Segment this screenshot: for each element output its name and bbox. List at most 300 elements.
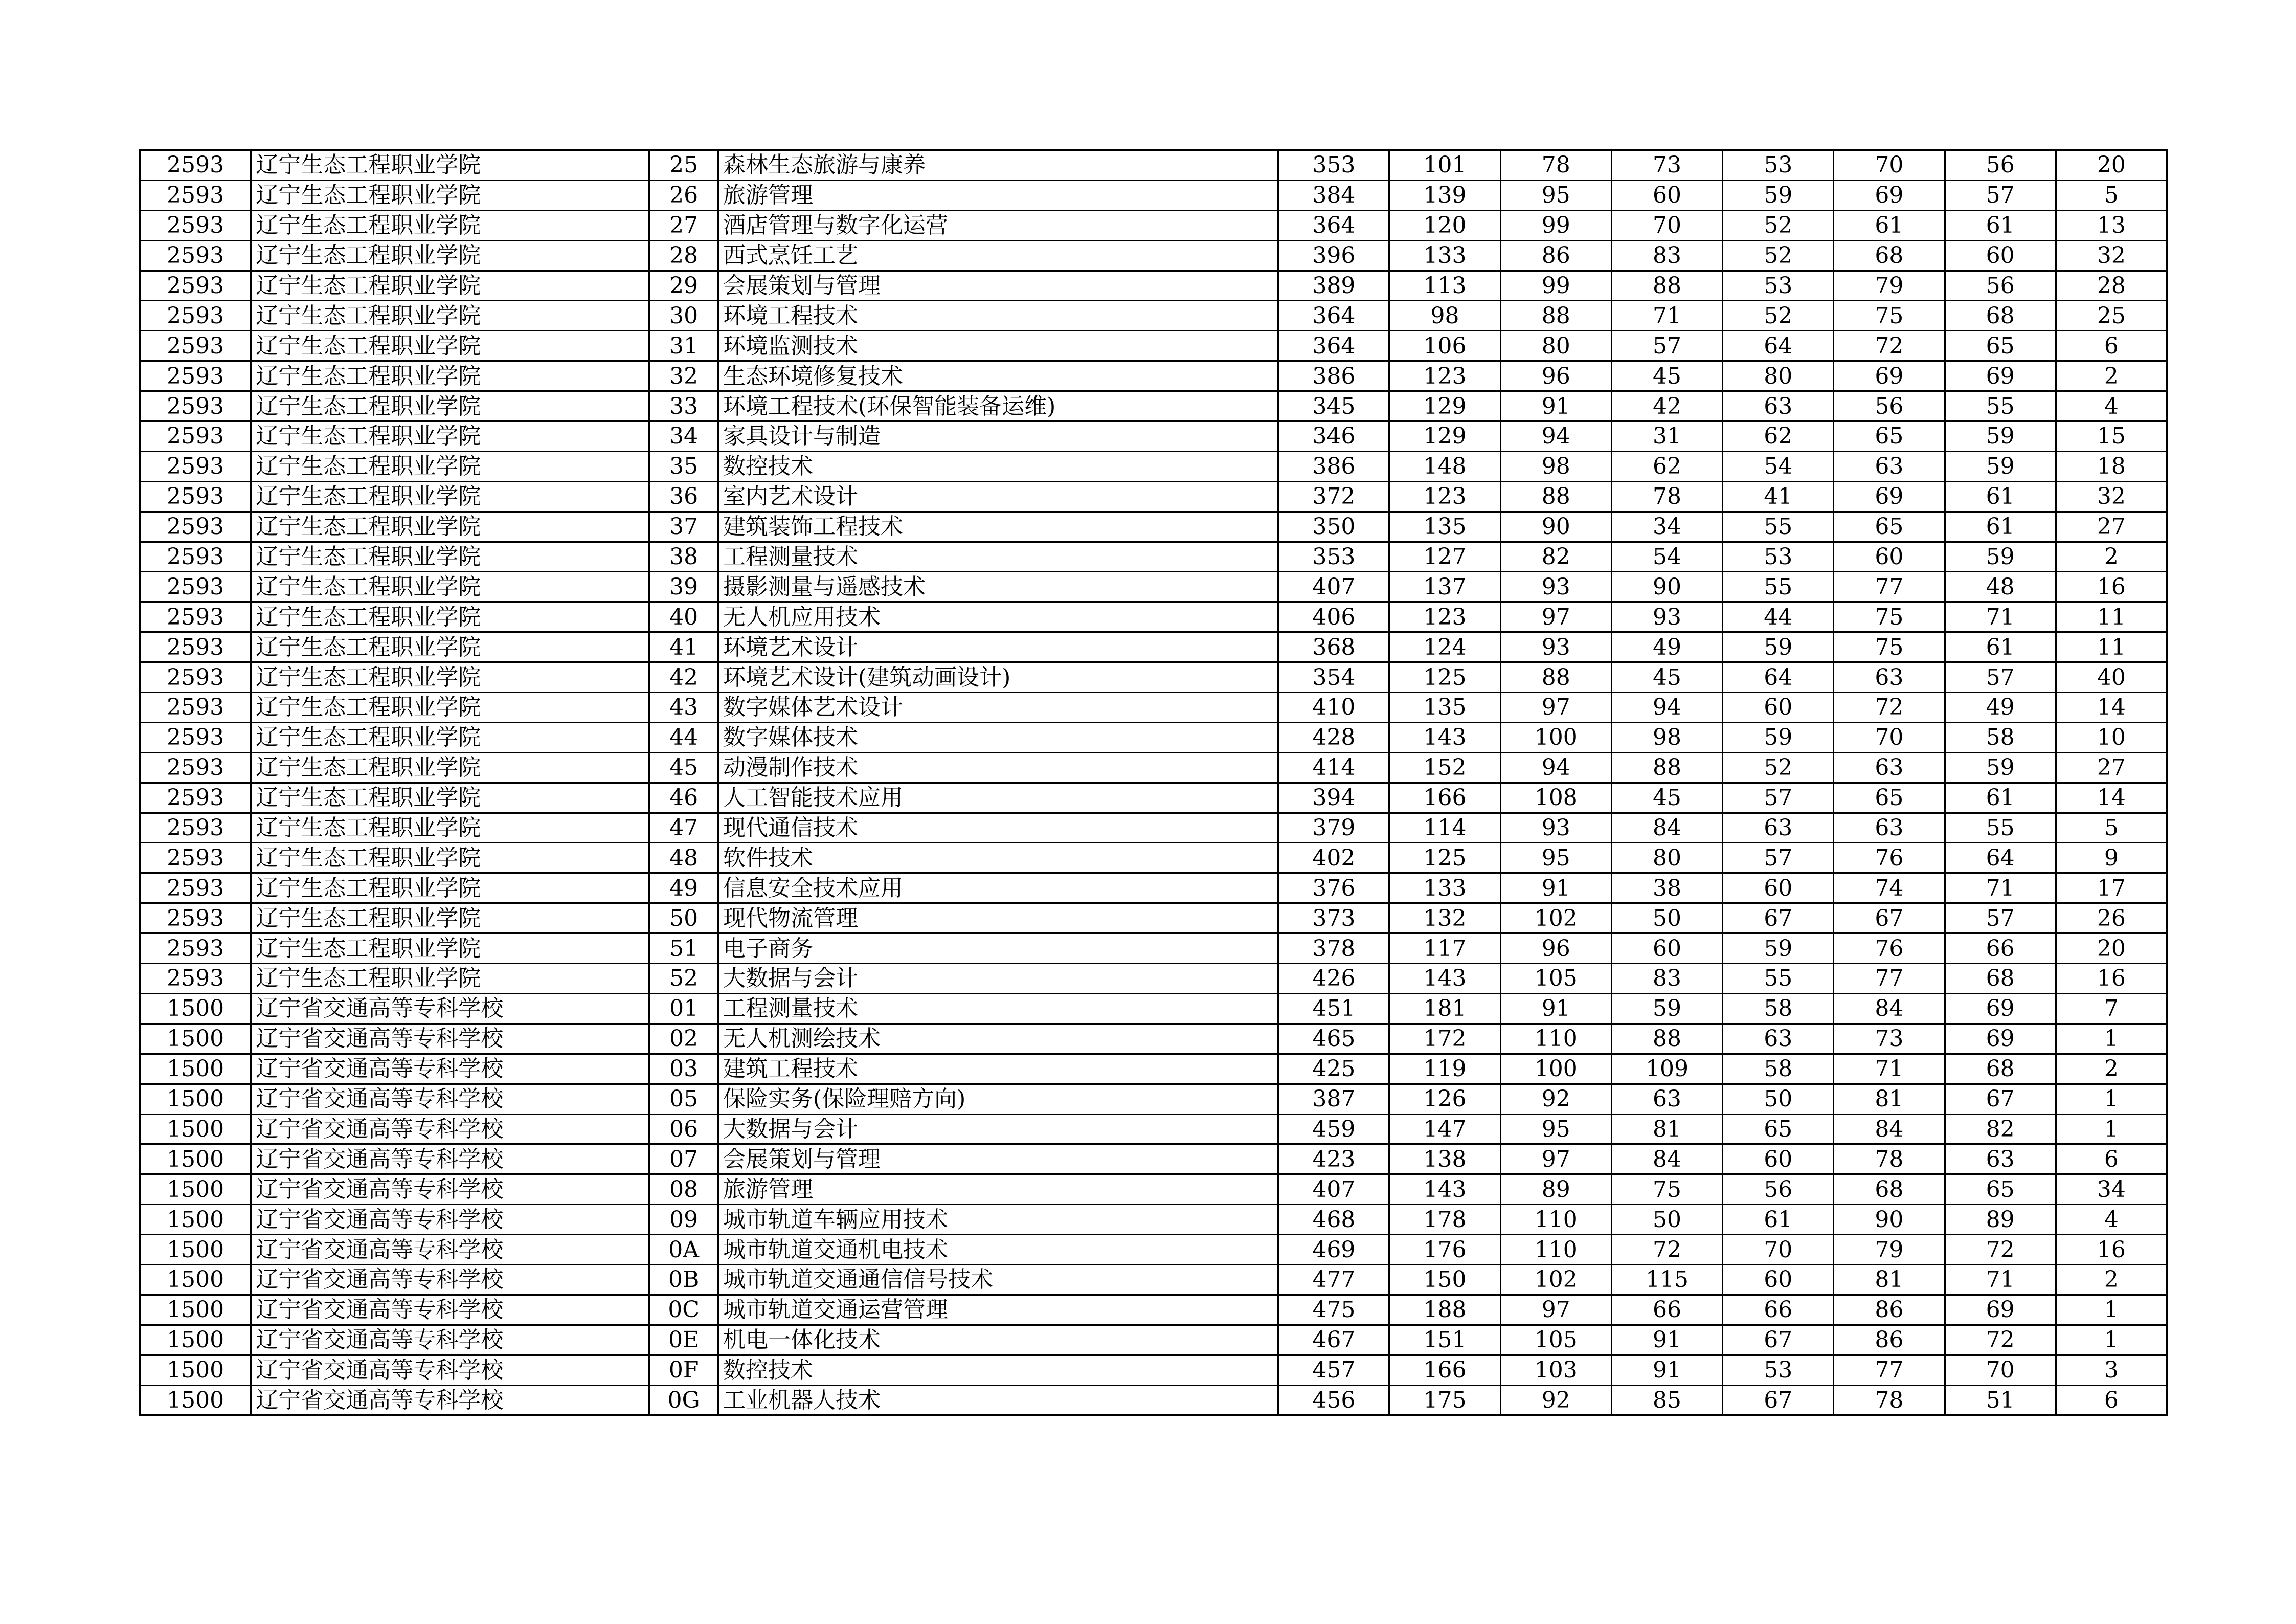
school-name-cell: 辽宁生态工程职业学院	[251, 903, 649, 933]
major-name-cell: 家具设计与制造	[718, 421, 1278, 452]
score-cell-1: 451	[1278, 993, 1389, 1024]
major-name-cell: 城市轨道交通通信信号技术	[718, 1264, 1278, 1295]
score-cell-6: 79	[1834, 1235, 1945, 1265]
score-cell-7: 58	[1945, 722, 2056, 752]
score-cell-6: 72	[1834, 331, 1945, 361]
score-cell-7: 89	[1945, 1205, 2056, 1235]
score-cell-8: 25	[2056, 301, 2167, 331]
score-cell-2: 143	[1389, 964, 1500, 994]
score-cell-6: 71	[1834, 1054, 1945, 1084]
score-cell-4: 88	[1611, 271, 1722, 301]
score-cell-5: 50	[1723, 1084, 1834, 1114]
score-cell-2: 148	[1389, 451, 1500, 481]
score-cell-6: 86	[1834, 1325, 1945, 1355]
score-cell-6: 77	[1834, 572, 1945, 602]
major-name-cell: 工程测量技术	[718, 993, 1278, 1024]
major-name-cell: 会展策划与管理	[718, 271, 1278, 301]
score-cell-4: 34	[1611, 511, 1722, 542]
major-code-cell: 35	[649, 451, 718, 481]
major-code-cell: 39	[649, 572, 718, 602]
table-row	[140, 451, 2167, 481]
school-code-cell: 2593	[140, 783, 251, 813]
school-code-cell: 2593	[140, 752, 251, 783]
score-cell-8: 5	[2056, 180, 2167, 210]
major-name-cell: 西式烹饪工艺	[718, 240, 1278, 271]
major-name-cell: 室内艺术设计	[718, 481, 1278, 511]
score-cell-6: 75	[1834, 602, 1945, 632]
score-cell-4: 66	[1611, 1295, 1722, 1325]
score-cell-7: 61	[1945, 210, 2056, 240]
score-cell-1: 384	[1278, 180, 1389, 210]
score-cell-7: 55	[1945, 813, 2056, 843]
major-code-cell: 0G	[649, 1385, 718, 1415]
score-cell-8: 20	[2056, 933, 2167, 964]
table-row	[140, 511, 2167, 542]
major-code-cell: 31	[649, 331, 718, 361]
score-cell-7: 48	[1945, 572, 2056, 602]
score-cell-4: 88	[1611, 752, 1722, 783]
table-row	[140, 993, 2167, 1024]
score-cell-1: 468	[1278, 1205, 1389, 1235]
school-code-cell: 2593	[140, 602, 251, 632]
score-cell-4: 80	[1611, 843, 1722, 873]
school-code-cell: 2593	[140, 662, 251, 693]
score-cell-8: 16	[2056, 964, 2167, 994]
table-row	[140, 481, 2167, 511]
score-cell-2: 129	[1389, 391, 1500, 421]
school-code-cell: 2593	[140, 180, 251, 210]
score-cell-4: 42	[1611, 391, 1722, 421]
major-name-cell: 建筑装饰工程技术	[718, 511, 1278, 542]
table-row	[140, 843, 2167, 873]
major-code-cell: 27	[649, 210, 718, 240]
score-cell-3: 93	[1500, 813, 1611, 843]
score-cell-1: 456	[1278, 1385, 1389, 1415]
major-code-cell: 05	[649, 1084, 718, 1114]
score-cell-2: 127	[1389, 542, 1500, 572]
school-name-cell: 辽宁省交通高等专科学校	[251, 1054, 649, 1084]
score-cell-1: 373	[1278, 903, 1389, 933]
table-row	[140, 1054, 2167, 1084]
score-cell-1: 423	[1278, 1144, 1389, 1174]
school-code-cell: 2593	[140, 964, 251, 994]
score-cell-4: 54	[1611, 542, 1722, 572]
score-cell-3: 102	[1500, 1264, 1611, 1295]
score-cell-6: 68	[1834, 240, 1945, 271]
score-cell-5: 53	[1723, 1355, 1834, 1385]
score-cell-4: 83	[1611, 964, 1722, 994]
table-row	[140, 542, 2167, 572]
school-name-cell: 辽宁省交通高等专科学校	[251, 1144, 649, 1174]
major-code-cell: 34	[649, 421, 718, 452]
score-cell-1: 459	[1278, 1114, 1389, 1144]
score-cell-1: 345	[1278, 391, 1389, 421]
major-name-cell: 环境工程技术(环保智能装备运维)	[718, 391, 1278, 421]
school-code-cell: 2593	[140, 542, 251, 572]
score-cell-8: 6	[2056, 1144, 2167, 1174]
table-row	[140, 1235, 2167, 1265]
score-cell-2: 101	[1389, 150, 1500, 181]
school-name-cell: 辽宁生态工程职业学院	[251, 301, 649, 331]
school-code-cell: 1500	[140, 1264, 251, 1295]
school-name-cell: 辽宁生态工程职业学院	[251, 391, 649, 421]
school-code-cell: 1500	[140, 993, 251, 1024]
score-cell-7: 69	[1945, 1295, 2056, 1325]
score-cell-2: 125	[1389, 662, 1500, 693]
major-code-cell: 45	[649, 752, 718, 783]
score-cell-1: 410	[1278, 693, 1389, 723]
score-cell-3: 95	[1500, 1114, 1611, 1144]
score-cell-4: 85	[1611, 1385, 1722, 1415]
score-cell-5: 66	[1723, 1295, 1834, 1325]
school-name-cell: 辽宁省交通高等专科学校	[251, 1295, 649, 1325]
score-cell-6: 77	[1834, 964, 1945, 994]
score-cell-8: 6	[2056, 1385, 2167, 1415]
score-cell-7: 59	[1945, 421, 2056, 452]
score-cell-8: 13	[2056, 210, 2167, 240]
score-cell-7: 61	[1945, 481, 2056, 511]
score-cell-4: 90	[1611, 572, 1722, 602]
score-cell-8: 4	[2056, 1205, 2167, 1235]
score-cell-2: 151	[1389, 1325, 1500, 1355]
score-cell-7: 63	[1945, 1144, 2056, 1174]
school-name-cell: 辽宁生态工程职业学院	[251, 752, 649, 783]
score-cell-1: 378	[1278, 933, 1389, 964]
score-cell-4: 60	[1611, 180, 1722, 210]
score-cell-8: 1	[2056, 1084, 2167, 1114]
score-cell-1: 414	[1278, 752, 1389, 783]
major-code-cell: 01	[649, 993, 718, 1024]
score-cell-5: 63	[1723, 391, 1834, 421]
score-cell-5: 59	[1723, 933, 1834, 964]
score-cell-4: 91	[1611, 1325, 1722, 1355]
major-code-cell: 44	[649, 722, 718, 752]
score-cell-6: 68	[1834, 1174, 1945, 1205]
school-code-cell: 2593	[140, 693, 251, 723]
score-cell-1: 457	[1278, 1355, 1389, 1385]
score-cell-8: 14	[2056, 693, 2167, 723]
score-cell-1: 364	[1278, 331, 1389, 361]
score-cell-1: 389	[1278, 271, 1389, 301]
score-cell-3: 99	[1500, 271, 1611, 301]
score-cell-1: 386	[1278, 451, 1389, 481]
major-code-cell: 37	[649, 511, 718, 542]
score-cell-4: 109	[1611, 1054, 1722, 1084]
score-cell-5: 67	[1723, 903, 1834, 933]
score-cell-6: 75	[1834, 632, 1945, 662]
score-cell-8: 3	[2056, 1355, 2167, 1385]
score-cell-5: 64	[1723, 662, 1834, 693]
score-cell-6: 81	[1834, 1084, 1945, 1114]
score-cell-8: 1	[2056, 1114, 2167, 1144]
major-name-cell: 摄影测量与遥感技术	[718, 572, 1278, 602]
score-cell-3: 110	[1500, 1205, 1611, 1235]
score-cell-3: 82	[1500, 542, 1611, 572]
score-cell-3: 90	[1500, 511, 1611, 542]
score-cell-3: 105	[1500, 964, 1611, 994]
score-cell-4: 45	[1611, 783, 1722, 813]
score-cell-6: 56	[1834, 391, 1945, 421]
score-cell-5: 59	[1723, 722, 1834, 752]
major-code-cell: 30	[649, 301, 718, 331]
school-name-cell: 辽宁省交通高等专科学校	[251, 993, 649, 1024]
score-cell-8: 26	[2056, 903, 2167, 933]
school-code-cell: 1500	[140, 1024, 251, 1054]
major-code-cell: 43	[649, 693, 718, 723]
score-cell-5: 52	[1723, 240, 1834, 271]
major-name-cell: 酒店管理与数字化运营	[718, 210, 1278, 240]
score-cell-1: 407	[1278, 1174, 1389, 1205]
score-cell-2: 188	[1389, 1295, 1500, 1325]
score-cell-7: 55	[1945, 391, 2056, 421]
score-cell-2: 119	[1389, 1054, 1500, 1084]
score-cell-2: 106	[1389, 331, 1500, 361]
table-row	[140, 1084, 2167, 1114]
major-code-cell: 09	[649, 1205, 718, 1235]
score-cell-3: 97	[1500, 1144, 1611, 1174]
score-cell-3: 95	[1500, 180, 1611, 210]
table-row	[140, 421, 2167, 452]
score-cell-7: 61	[1945, 783, 2056, 813]
score-cell-2: 135	[1389, 511, 1500, 542]
score-cell-2: 176	[1389, 1235, 1500, 1265]
major-code-cell: 33	[649, 391, 718, 421]
score-cell-5: 52	[1723, 210, 1834, 240]
score-cell-6: 76	[1834, 843, 1945, 873]
major-code-cell: 0F	[649, 1355, 718, 1385]
score-cell-8: 14	[2056, 783, 2167, 813]
score-cell-6: 78	[1834, 1385, 1945, 1415]
score-cell-3: 110	[1500, 1024, 1611, 1054]
score-cell-6: 76	[1834, 933, 1945, 964]
school-code-cell: 2593	[140, 361, 251, 391]
score-cell-2: 125	[1389, 843, 1500, 873]
score-cell-4: 63	[1611, 1084, 1722, 1114]
score-cell-5: 59	[1723, 180, 1834, 210]
major-code-cell: 51	[649, 933, 718, 964]
score-cell-8: 34	[2056, 1174, 2167, 1205]
table-row	[140, 964, 2167, 994]
score-cell-1: 364	[1278, 301, 1389, 331]
score-cell-3: 92	[1500, 1084, 1611, 1114]
school-code-cell: 2593	[140, 511, 251, 542]
school-code-cell: 2593	[140, 240, 251, 271]
score-cell-3: 93	[1500, 572, 1611, 602]
major-name-cell: 数字媒体技术	[718, 722, 1278, 752]
score-cell-6: 86	[1834, 1295, 1945, 1325]
score-cell-5: 80	[1723, 361, 1834, 391]
table-row	[140, 1264, 2167, 1295]
score-cell-7: 68	[1945, 1054, 2056, 1084]
score-cell-1: 354	[1278, 662, 1389, 693]
score-cell-8: 15	[2056, 421, 2167, 452]
score-cell-4: 72	[1611, 1235, 1722, 1265]
score-cell-8: 28	[2056, 271, 2167, 301]
school-code-cell: 2593	[140, 301, 251, 331]
score-cell-3: 91	[1500, 391, 1611, 421]
major-name-cell: 大数据与会计	[718, 964, 1278, 994]
score-cell-1: 425	[1278, 1054, 1389, 1084]
table-row	[140, 813, 2167, 843]
score-cell-3: 88	[1500, 481, 1611, 511]
school-name-cell: 辽宁生态工程职业学院	[251, 511, 649, 542]
school-code-cell: 2593	[140, 481, 251, 511]
table-row	[140, 391, 2167, 421]
score-cell-8: 27	[2056, 752, 2167, 783]
major-code-cell: 46	[649, 783, 718, 813]
score-cell-1: 477	[1278, 1264, 1389, 1295]
score-cell-5: 52	[1723, 752, 1834, 783]
table-row	[140, 1325, 2167, 1355]
score-cell-8: 18	[2056, 451, 2167, 481]
score-cell-8: 1	[2056, 1295, 2167, 1325]
table-row	[140, 1174, 2167, 1205]
major-name-cell: 大数据与会计	[718, 1114, 1278, 1144]
score-cell-2: 123	[1389, 361, 1500, 391]
score-cell-8: 2	[2056, 542, 2167, 572]
school-code-cell: 1500	[140, 1235, 251, 1265]
table-row	[140, 632, 2167, 662]
score-cell-6: 74	[1834, 873, 1945, 903]
score-cell-8: 4	[2056, 391, 2167, 421]
score-cell-5: 65	[1723, 1114, 1834, 1144]
score-cell-2: 138	[1389, 1144, 1500, 1174]
score-cell-1: 407	[1278, 572, 1389, 602]
score-cell-2: 147	[1389, 1114, 1500, 1144]
score-cell-2: 123	[1389, 481, 1500, 511]
major-code-cell: 47	[649, 813, 718, 843]
major-name-cell: 城市轨道车辆应用技术	[718, 1205, 1278, 1235]
score-cell-6: 69	[1834, 180, 1945, 210]
score-cell-7: 69	[1945, 1024, 2056, 1054]
admission-score-table	[139, 149, 2168, 1416]
score-cell-6: 63	[1834, 662, 1945, 693]
score-cell-4: 62	[1611, 451, 1722, 481]
score-cell-4: 45	[1611, 662, 1722, 693]
table-row	[140, 210, 2167, 240]
table-row	[140, 331, 2167, 361]
major-name-cell: 现代通信技术	[718, 813, 1278, 843]
table-row	[140, 1144, 2167, 1174]
school-code-cell: 1500	[140, 1144, 251, 1174]
score-cell-5: 55	[1723, 511, 1834, 542]
school-name-cell: 辽宁生态工程职业学院	[251, 843, 649, 873]
major-name-cell: 城市轨道交通运营管理	[718, 1295, 1278, 1325]
school-name-cell: 辽宁生态工程职业学院	[251, 331, 649, 361]
score-cell-5: 56	[1723, 1174, 1834, 1205]
major-code-cell: 50	[649, 903, 718, 933]
score-cell-7: 71	[1945, 873, 2056, 903]
major-code-cell: 0E	[649, 1325, 718, 1355]
table-row	[140, 752, 2167, 783]
school-code-cell: 2593	[140, 331, 251, 361]
score-cell-5: 60	[1723, 693, 1834, 723]
score-cell-7: 68	[1945, 964, 2056, 994]
score-cell-6: 70	[1834, 722, 1945, 752]
score-cell-7: 70	[1945, 1355, 2056, 1385]
score-cell-8: 16	[2056, 1235, 2167, 1265]
score-cell-3: 93	[1500, 632, 1611, 662]
score-cell-1: 475	[1278, 1295, 1389, 1325]
score-cell-7: 59	[1945, 451, 2056, 481]
score-cell-8: 27	[2056, 511, 2167, 542]
major-code-cell: 02	[649, 1024, 718, 1054]
school-name-cell: 辽宁生态工程职业学院	[251, 964, 649, 994]
score-cell-6: 90	[1834, 1205, 1945, 1235]
score-cell-2: 150	[1389, 1264, 1500, 1295]
school-name-cell: 辽宁生态工程职业学院	[251, 240, 649, 271]
score-cell-6: 72	[1834, 693, 1945, 723]
score-cell-4: 49	[1611, 632, 1722, 662]
table-body	[140, 150, 2167, 1415]
score-cell-1: 394	[1278, 783, 1389, 813]
school-name-cell: 辽宁生态工程职业学院	[251, 873, 649, 903]
score-cell-8: 9	[2056, 843, 2167, 873]
school-name-cell: 辽宁省交通高等专科学校	[251, 1264, 649, 1295]
score-cell-5: 41	[1723, 481, 1834, 511]
score-cell-2: 135	[1389, 693, 1500, 723]
score-cell-3: 88	[1500, 662, 1611, 693]
score-cell-2: 129	[1389, 421, 1500, 452]
score-cell-5: 44	[1723, 602, 1834, 632]
score-cell-6: 78	[1834, 1144, 1945, 1174]
score-cell-2: 178	[1389, 1205, 1500, 1235]
school-code-cell: 2593	[140, 451, 251, 481]
score-cell-4: 91	[1611, 1355, 1722, 1385]
major-code-cell: 32	[649, 361, 718, 391]
score-cell-5: 61	[1723, 1205, 1834, 1235]
school-name-cell: 辽宁生态工程职业学院	[251, 271, 649, 301]
score-cell-1: 396	[1278, 240, 1389, 271]
score-cell-6: 65	[1834, 783, 1945, 813]
score-cell-4: 60	[1611, 933, 1722, 964]
score-cell-3: 100	[1500, 722, 1611, 752]
school-name-cell: 辽宁生态工程职业学院	[251, 481, 649, 511]
score-cell-1: 465	[1278, 1024, 1389, 1054]
major-name-cell: 信息安全技术应用	[718, 873, 1278, 903]
score-cell-8: 2	[2056, 1264, 2167, 1295]
major-code-cell: 29	[649, 271, 718, 301]
score-cell-2: 126	[1389, 1084, 1500, 1114]
score-cell-7: 71	[1945, 1264, 2056, 1295]
table-row	[140, 150, 2167, 181]
score-cell-8: 7	[2056, 993, 2167, 1024]
table-row	[140, 1114, 2167, 1144]
score-cell-5: 57	[1723, 843, 1834, 873]
score-cell-1: 402	[1278, 843, 1389, 873]
major-name-cell: 机电一体化技术	[718, 1325, 1278, 1355]
major-code-cell: 42	[649, 662, 718, 693]
score-cell-3: 95	[1500, 843, 1611, 873]
school-name-cell: 辽宁省交通高等专科学校	[251, 1235, 649, 1265]
score-cell-5: 67	[1723, 1325, 1834, 1355]
score-cell-3: 91	[1500, 873, 1611, 903]
table-row	[140, 873, 2167, 903]
score-cell-6: 77	[1834, 1355, 1945, 1385]
score-cell-1: 364	[1278, 210, 1389, 240]
school-code-cell: 2593	[140, 421, 251, 452]
table-row	[140, 1024, 2167, 1054]
score-cell-8: 20	[2056, 150, 2167, 181]
score-cell-4: 81	[1611, 1114, 1722, 1144]
table-row	[140, 1295, 2167, 1325]
score-cell-6: 61	[1834, 210, 1945, 240]
score-cell-1: 469	[1278, 1235, 1389, 1265]
school-code-cell: 1500	[140, 1084, 251, 1114]
score-cell-8: 1	[2056, 1325, 2167, 1355]
score-cell-4: 88	[1611, 1024, 1722, 1054]
score-cell-6: 81	[1834, 1264, 1945, 1295]
